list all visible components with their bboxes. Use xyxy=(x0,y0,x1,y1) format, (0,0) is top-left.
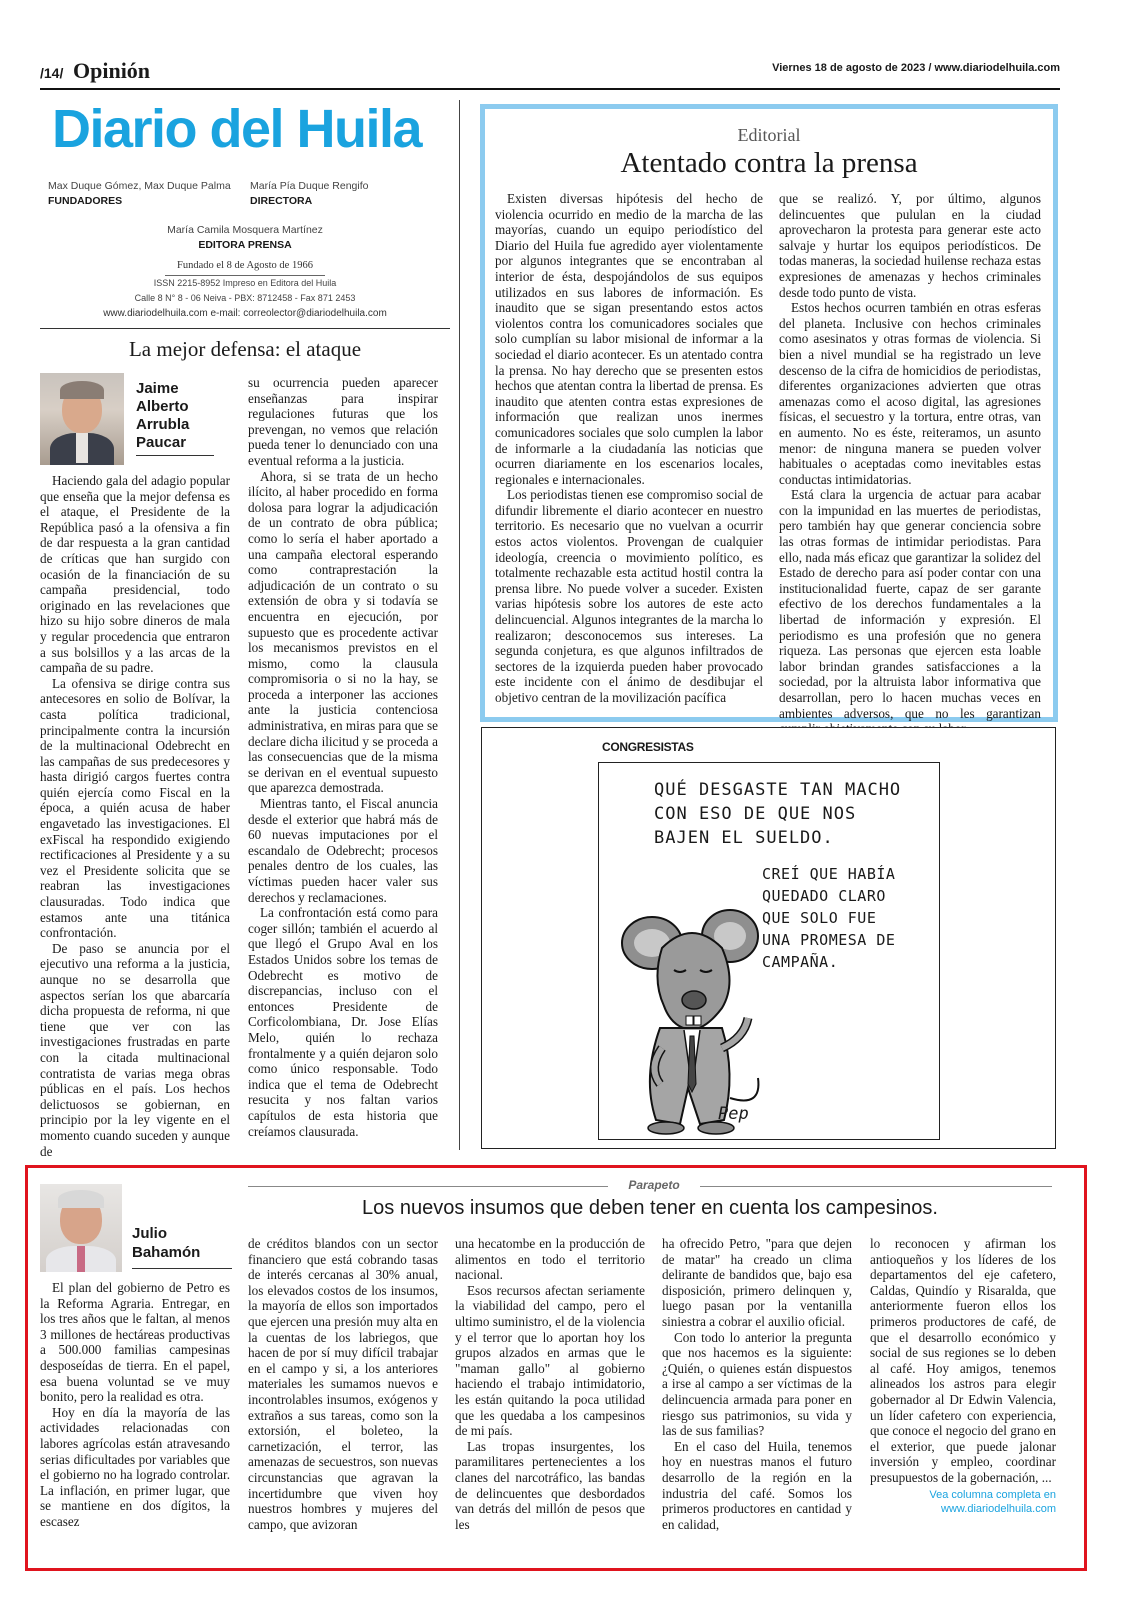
cartoon-title: CONGRESISTAS xyxy=(602,740,694,754)
editorial-kicker: Editorial xyxy=(737,125,801,145)
author-name-line: Bahamón xyxy=(132,1244,201,1261)
masthead-rule xyxy=(40,328,450,329)
newspaper-logo: Diario del Huila xyxy=(52,99,422,159)
founders-label: FUNDADORES xyxy=(48,195,123,207)
founded-line: Fundado el 8 de Agosto de 1966 xyxy=(177,260,313,271)
column1-right-text xyxy=(248,375,438,1139)
cartoon-bubble-1: QUÉ DESGASTE TAN MACHO CON ESO DE QUE NOS BAJEN EL SUELDO. xyxy=(654,780,902,848)
address-line: Calle 8 N° 8 - 06 Neiva - PBX: 8712458 - Fax 871 2453 xyxy=(134,293,356,303)
page-header xyxy=(40,58,1060,84)
founders-names: Max Duque Gómez, Max Duque Palma xyxy=(48,180,231,192)
author-name-line: Paucar xyxy=(136,434,187,451)
parapeto-col3 xyxy=(455,1236,645,1532)
column1-author-photo xyxy=(40,373,124,465)
director-name: María Pía Duque Rengifo xyxy=(250,180,369,192)
paragraph: Hoy en día la mayoría de las actividades relacionadas con labores agrícolas están atravesando serias dificultades por variables que el gobierno no ha logrado controlar. La inflación, en primer lugar, que se mantiene en dos dígitos, la escasez xyxy=(40,1404,230,1529)
paragraph: Está clara la urgencia de actuar para acabar con la impunidad en las muertes de periodistas, pero también hay que generar conciencia sobre las otras formas de intimidar periodistas. Para ello, nada más eficaz que garantizar la solidez del Estado de derecho para así poder contar con una institucionalidad fuerte, capaz de ser garante efectivo de los derechos fundamentales a la libertad de información y expresión. El periodismo es una profesión que no genera riqueza. Las personas que ejercen esta loable labor brindan grandes satisfacciones a la sociedad, por la altruista labor informativa que desarrollan, pero lo hacen muchas veces en ambientes adversos, que no les garantizan xyxy=(779,487,1041,721)
paragraph: Ahora, si se trata de un hecho ilícito, al haber procedido en forma dolosa para lograr la adjudicación de un contrato de obra pública; como lo sería el haber aportado a una campaña electoral esperando como contraprestación la adjudicación de un contrato o su extensión de obra y si todavía se encuentra en ejecución, por supuesto que es procedente activar los mecanismos previstos en el mismo, como la clausula compromisoria o si no la hay, se proceda a interponer las acciones ante la justicia contenciosa administrativa, en miras para que se declare dicha ilicitud y se proceda a las consecuencias que de la misma se derivan en el eventual supuesto que aparezca demostrada. xyxy=(248,468,438,796)
parapeto-rule-left xyxy=(248,1186,608,1187)
paragraph: que se realizó. Y, por último, algunos delincuentes que pululan en la ciudad aprovecharon la protesta para generar este acto salvaje y hurtar los equipos periodísticos. De todas maneras, la sociedad huilense rechaza estas expresiones de amenazas y hechos criminales desde todo punto de vista. xyxy=(779,191,1041,300)
parapeto-col2 xyxy=(248,1236,438,1532)
paragraph: La ofensiva se dirige contra sus antecesores en solio de Bolívar, la casta política tradicional, principalmente contra la incursión de la multinacional Odebrecht en las campañas de sus predecesores y hasta dirigió cargos fuertes contra quién ejercía como Fiscal en la época, a quién acusa de haber engavetado las investigaciones. El exFiscal ha respondido exigiendo rectificaciones al Presidente y a su vez el Presidente solicita que se reabran las investigaciones clausuradas. Todo indica que estamos ante una titánica confrontación. xyxy=(40,675,230,941)
author-name-line: Julio xyxy=(132,1225,168,1242)
read-more-line: Vea columna completa en xyxy=(929,1489,1056,1501)
masthead xyxy=(40,98,450,330)
director-label: DIRECTORA xyxy=(250,195,313,207)
parapeto-author xyxy=(132,1224,200,1262)
column1-left-text xyxy=(40,473,230,1159)
editorial-title: Atentado contra la prensa xyxy=(620,147,918,179)
founded-rule xyxy=(165,275,325,276)
cartoon-signature: Pep xyxy=(718,1104,749,1124)
parapeto-author-photo xyxy=(40,1184,122,1272)
editorial-col2 xyxy=(779,191,1041,737)
column1-author xyxy=(136,380,189,452)
read-more-link[interactable]: www.diariodelhuila.com xyxy=(941,1503,1056,1515)
parapeto-kicker: Parapeto xyxy=(628,1178,680,1192)
cartoon-rat-illustration xyxy=(612,888,772,1138)
date-and-site: Viernes 18 de agosto de 2023 / www.diariodelhuila.com xyxy=(772,62,1060,74)
paragraph: una hecatombe en la producción de alimentos en todo el territorio nacional. xyxy=(455,1236,645,1283)
parapeto-col4 xyxy=(662,1236,852,1532)
editor-name: María Camila Mosquera Martínez xyxy=(167,224,323,236)
paragraph: Los periodistas tienen ese compromiso social de difundir libremente el diario acontecer en nuestro territorio. Es necesario que no vuelvan a ocurrir estos actos violentos. Provengan de cualquier ideología, creencia o movimiento político, es totalmente rechazable esta actitud hostil contra la prensa libre. No puede volver a suceder. Existen varias hipótesis sobre los autores de este acto delincuencial. Algunos integrantes de la marcha lo realizaron; desconocemos sus intereses. La segunda conjetura, es que algunos infiltrados de sectores de la izquierda pueden haber provocado este incidente con el ánimo de desdibujar el objetivo centran de la movilización pacífica xyxy=(495,487,763,705)
paragraph: La confrontación está como para coger sillón; también el acuerdo al que llegó el Grupo Aval en los Estados Unidos sobre los temas de Odebrecht es motivo de discrepancias, incluso con el entonces Presidente de Corficolombiana, Dr. Jose Elías Melo, quién lo rechaza frontalmente y a quién dejaron solo como único responsable. Todo indica que el tema de Odebrecht resucita y nos faltan varios capítulos de esta historia que creíamos clausurada. xyxy=(248,905,438,1139)
paragraph: Existen diversas hipótesis del hecho de violencia ocurrido en medio de la marcha de las mayorías, cuando un equipo periodístico del Diario del Huila fue agredido ayer violentamente por algunos integrantes que se encontraban al interior de ésta, despojándolos de sus equipos utilizados en sus labores de información. Es inaudito que se sigan presentando estos actos violentos contra los comunicadores sociales que solo cumplían su labor misional de informar a la sociedad el diario acontecer. Es un atentado contra la prensa. No hay derecho que se presenten estos hechos que atentan contra la libertad de prensa. Es inaudito que atenten contra estas expresiones de información que realizan unos inermes comunicadores sociales que solo cumplen la labor de informarle a la ciudadanía las noticias que ocurren diariamente en los escenarios locales, regionales e internacionales. xyxy=(495,191,763,487)
paragraph: Con todo lo anterior la pregunta que nos hacemos es la siguiente: ¿Quién, o quienes están dispuestos a irse al campo a ser víctimas de la delincuencia armada para poner en riesgo sus patrimonios, su vida y las de sus familias? xyxy=(662,1329,852,1439)
paragraph: Haciendo gala del adagio popular que enseña que la mejor defensa es el ataque, el Presidente de la República pasó a la ofensiva a fin de dar respuesta a la gran cantidad de críticas que han surgido con ocasión de la financiación de su campaña presidencial, todo originado en las revelaciones que hizo su hijo sobre dineros de mala y regular procedencia que entraron a sus bolsillos y a las arcas de la campaña de su padre. xyxy=(40,473,230,676)
web-email-line: www.diariodelhuila.com e-mail: correolector@diariodelhuila.com xyxy=(103,308,387,319)
editorial-box xyxy=(480,104,1058,722)
paragraph: Esos recursos afectan seriamente la viabilidad del campo, pero el ultimo suministro, el de la violencia y el terror que lo aportan hoy los grupos alzados en armas que le "maman gallo" al gobierno haciendo el trabajo intimidatorio, les están quitando la poca utilidad que les quedaba a los campesinos de mi país. xyxy=(455,1282,645,1439)
read-more-note[interactable] xyxy=(870,1488,1056,1516)
editorial-col1 xyxy=(495,191,763,706)
parapeto-title: Los nuevos insumos que deben tener en cuenta los campesinos. xyxy=(362,1197,938,1219)
paragraph: de créditos blandos con un sector financiero que está cobrando tasas de interés cercanas al 30% anual, los elevados costos de los insumos, la mayoría de ellos son importados que ejercen una presión muy alta en la cuentas de los labriegos, que hacen de por sí muy difícil trabajar en el campo y si, a los anteriores materiales les sumamos nuevos e incontrolables insumos, exógenos y extraños a sus tareas, como son la extorsión, el boleteo, la carnetización, el terror, las amenazas de secuestros, son nuevas circunstancias que agravan la incertidumbre que viven hoy nuestros hombres y mujeres del campo, que avizoran xyxy=(248,1236,438,1532)
author-rule xyxy=(132,1268,232,1269)
parapeto-rule-right xyxy=(700,1186,1052,1187)
parapeto-col5 xyxy=(870,1236,1056,1486)
paragraph: Estos hechos ocurren también en otras esferas del planeta. Inclusive con hechos criminales como asesinatos y otras formas de violencia. Si bien a nivel mundial se ha registrado un leve descenso de la cifra de homicidios de periodistas, diferentes organizaciones advierten que otras amenazas como el acoso digital, las agresiones físicas, el secuestro y la tortura, entre otras, van en aumento. No es éste, reiteramos, un asunto menor: de ninguna manera se pueden volver habituales o aceptadas como inevitables estas conductas intimidatorias. xyxy=(779,300,1041,487)
parapeto-col1 xyxy=(40,1280,230,1530)
cartoon-frame xyxy=(481,727,1056,1149)
paragraph: ha ofrecido Petro, "para que dejen de matar" ha creado un clima delirante de bandidos que, bajo esa disposición, primero delinquen y, luego pasan por la ventanilla siniestra a cobrar el auxilio oficial. xyxy=(662,1236,852,1329)
paragraph: De paso se anuncia por el ejecutivo una reforma a la justicia, aunque no se desarrolla que aspectos serían los que abarcaría dicha propuesta de reforma, ni que tiene que ver con las investigaciones frustradas en parte con la citada multinacional contratista de varias mega obras públicas en el país. Los hechos delictuosos se gobiernan, en principio por la ley vigente en el momento cuando suceden y aunque de xyxy=(40,940,230,1159)
column-divider xyxy=(459,100,460,1150)
editor-label: EDITORA PRENSA xyxy=(198,239,292,251)
paragraph: En el caso del Huila, tenemos hoy en nuestras manos el futuro desarrollo de la región en la industria del café. Somos los primeros productores en cantidad y en calidad, xyxy=(662,1438,852,1532)
paragraph: Las tropas insurgentes, los paramilitares pertenecientes a los clanes del narcotráfico, las bandas de delincuentes que desbordados van detrás del millón de pesos que les xyxy=(455,1438,645,1532)
paragraph: lo reconocen y afirman los antioqueños y los líderes de los departamentos del eje cafetero, Caldas, Quindío y Risaralda, que anteriormente fueron ellos los primeros productores de café, de que el desarrollo económico y social de sus regiones se lo deben al café. Hoy amigos, tenemos alineados los astros para elegir gobernador al Dr Edwin Valencia, un líder cafetero con experiencia, que conoce el negocio del grano en el exterior, que puede jalonar inversión y empleo, coordinar presupuestos de la gobernación, ... xyxy=(870,1236,1057,1485)
paragraph: Mientras tanto, el Fiscal anuncia desde el exterior que habrá más de 60 nuevas imputaciones por el escandalo de Odebrecht; procesos penales dentro de los cuales, las víctimas pueden hacer valer sus derechos y reclamaciones. xyxy=(248,796,438,905)
section-title: Opinión xyxy=(73,58,151,83)
author-name-line: Jaime xyxy=(136,380,179,397)
paragraph: El plan del gobierno de Petro es la Reforma Agraria. Entregar, en los tres años que le faltan, al menos 3 millones de hectáreas productivas a 500.000 familias campesinas desposeídas de tierra. En el papel, esa buena voluntad se ve muy bonito, pero la realidad es otra. xyxy=(40,1280,230,1405)
author-name-line: Arrubla xyxy=(136,416,190,433)
author-name-line: Alberto xyxy=(136,398,189,415)
cartoon-bubble-2: CREÍ QUE HABÍA QUEDADO CLARO QUE SOLO FUE UNA PROMESA DE CAMPAÑA. xyxy=(762,865,896,971)
column1-title: La mejor defensa: el ataque xyxy=(128,337,362,361)
header-rule xyxy=(40,88,1060,90)
paragraph: su ocurrencia pueden aparecer enseñanzas para inspirar regulaciones futuras que los prevengan, no vemos que relación pueda tener lo denunciado con una eventual reforma a la justicia. xyxy=(248,375,438,468)
page-number: /14/ xyxy=(40,65,64,81)
author-rule xyxy=(136,455,214,456)
issn-line: ISSN 2215-8952 Impreso en Editora del Huila xyxy=(153,278,337,288)
